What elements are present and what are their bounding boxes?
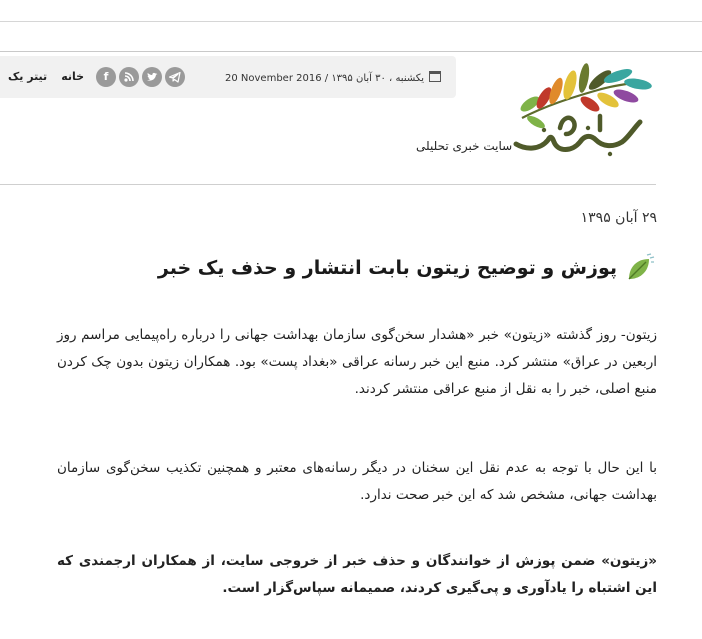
social-links bbox=[96, 67, 185, 87]
site-tagline: سایت خبری تحلیلی bbox=[416, 139, 513, 153]
browser-top-area bbox=[0, 0, 702, 52]
calendar-icon bbox=[429, 71, 441, 82]
logo-dot bbox=[586, 126, 590, 130]
logo-dot bbox=[542, 128, 546, 132]
leaf-icon bbox=[625, 253, 655, 283]
article-paragraph-1: زیتون- روز گذشته «زیتون» خبر «هشدار سخن‌گوی سازمان بهداشت جهانی را درباره راه‌پیمایی مراسم روز اربعین در عراق» منتشر کرد. منبع این خبر رسانه عراقی «بغداد پست» بود. همکاران زیتون بدون چک کردن منبع اصلی، خبر را به نقل از منبع عراقی منتشر کردند. bbox=[57, 327, 657, 397]
top-divider bbox=[0, 21, 702, 22]
top-bar bbox=[0, 56, 456, 98]
date-separator: / bbox=[324, 73, 329, 84]
nav-home-link[interactable]: خانه bbox=[61, 70, 85, 83]
article-date: ۲۹ آبان ۱۳۹۵ bbox=[580, 210, 657, 226]
article-title: پوزش و توضیح زیتون بابت انتشار و حذف یک خبر bbox=[157, 257, 617, 279]
zeitoon-logo[interactable] bbox=[500, 58, 660, 168]
logo-dot bbox=[608, 152, 612, 156]
facebook-icon[interactable]: f bbox=[96, 67, 116, 87]
telegram-icon[interactable] bbox=[165, 67, 185, 87]
logo-wordmark bbox=[516, 122, 640, 150]
article-paragraph-3: «زیتون» ضمن پوزش از خوانندگان و حذف خبر از خروجی سایت، از همکاران ارجمندی که این اشتباه را یادآوری و پی‌گیری کردند، صمیمانه سپاس‌گزار است. bbox=[57, 553, 657, 596]
nav-headlines-link[interactable]: تیتر یک bbox=[8, 70, 48, 83]
rss-icon[interactable] bbox=[119, 67, 139, 87]
date-line bbox=[225, 71, 441, 84]
top-nav bbox=[8, 70, 84, 83]
article-paragraph-2: با این حال با توجه به عدم نقل این سخنان در دیگر رسانه‌های معتبر و همچنین تکذیب سخن‌گوی سازمان بهداشت جهانی، مشخص شد که این خبر صحت ندارد. bbox=[57, 460, 657, 503]
logo-wordmark bbox=[560, 118, 575, 134]
date-persian: یکشنبه ، ۳۰ آبان ۱۳۹۵ bbox=[331, 73, 425, 84]
header-divider bbox=[0, 184, 656, 185]
twitter-icon[interactable] bbox=[142, 67, 162, 87]
date-gregorian: 20 November 2016 bbox=[225, 73, 322, 84]
article-title-row bbox=[158, 253, 655, 283]
logo-leaf bbox=[623, 77, 652, 92]
logo-leaf bbox=[577, 62, 591, 93]
